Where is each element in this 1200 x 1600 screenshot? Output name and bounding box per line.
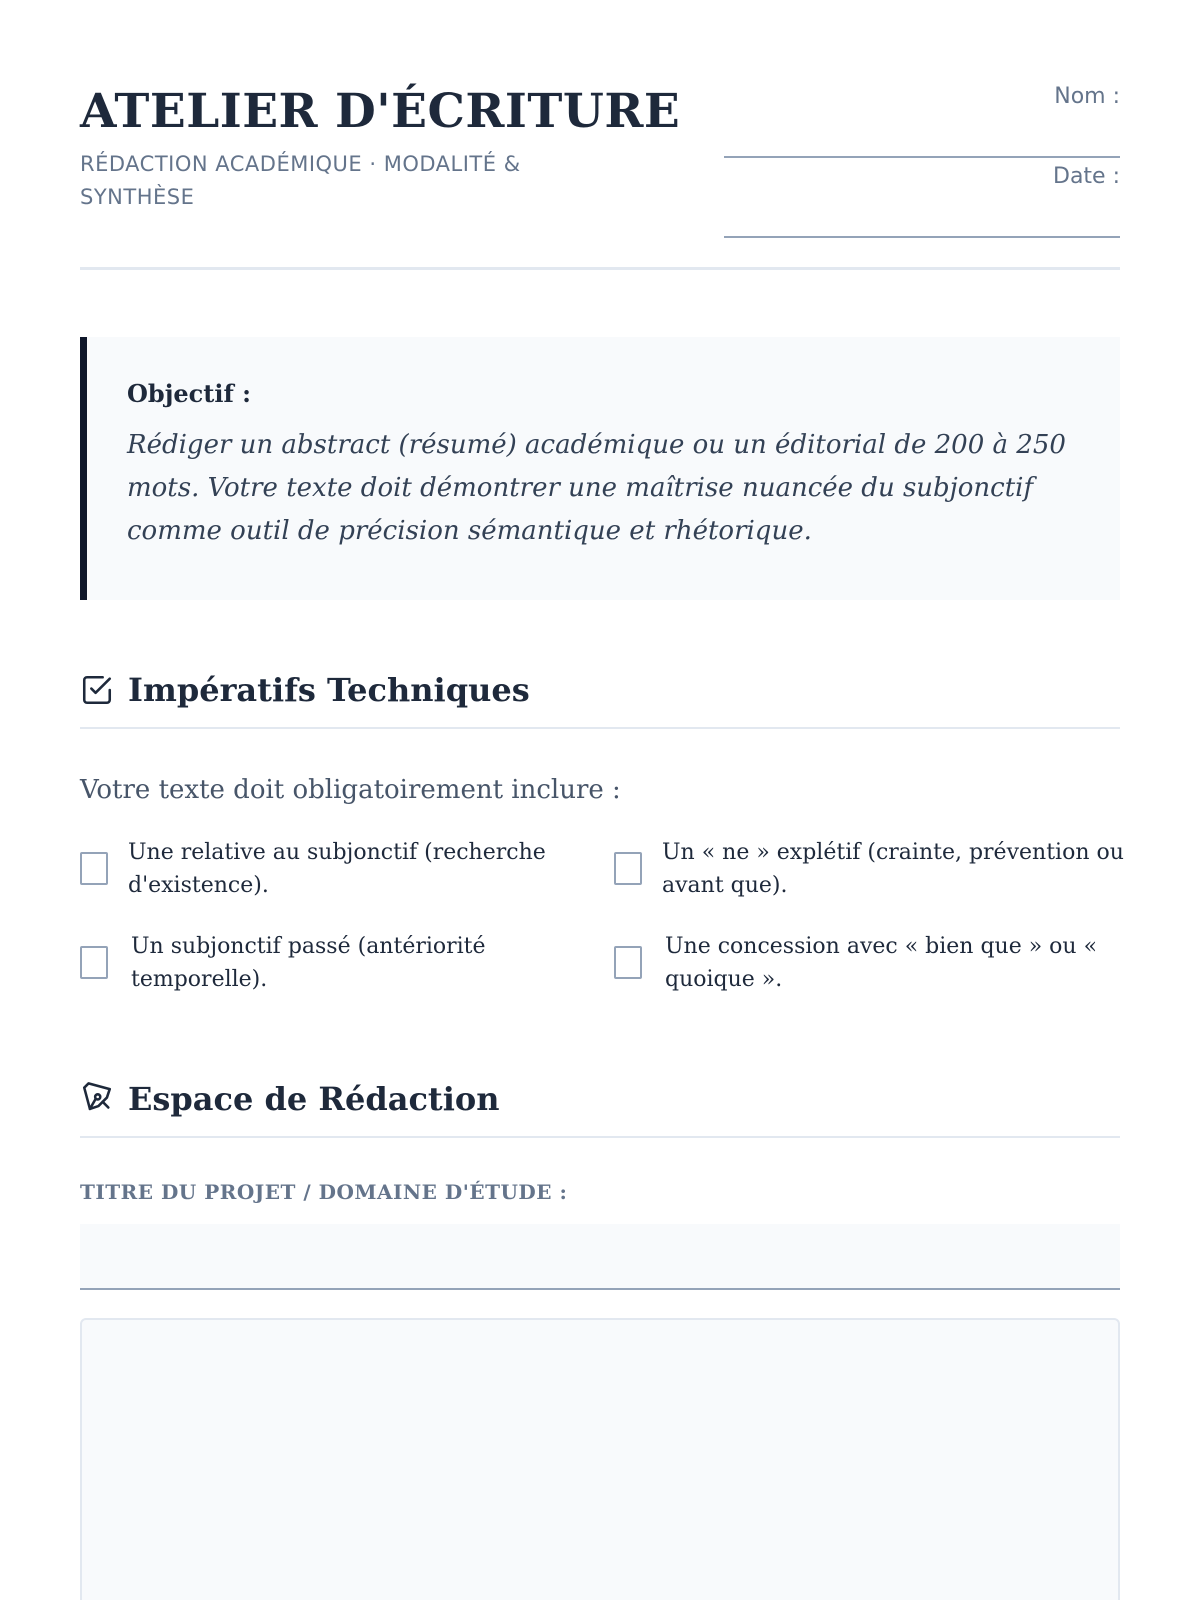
writing-heading bbox=[80, 1074, 1120, 1138]
checklist-item-label: Un « ne » explétif (crainte, prévention ou avant que). bbox=[662, 840, 1124, 898]
name-field[interactable] bbox=[724, 78, 1120, 158]
requirements-heading bbox=[80, 665, 1120, 729]
objective-label: Objectif : bbox=[127, 379, 251, 408]
date-field[interactable] bbox=[724, 158, 1120, 238]
writing-textarea[interactable] bbox=[80, 1318, 1120, 1600]
pen-icon bbox=[80, 1082, 114, 1116]
project-title-label: TITRE DU PROJET / DOMAINE D'ÉTUDE : bbox=[80, 1180, 568, 1204]
header bbox=[80, 0, 1120, 270]
requirements-intro: Votre texte doit obligatoirement inclure : bbox=[80, 775, 621, 805]
requirements-heading-text: Impératifs Techniques bbox=[128, 671, 530, 709]
worksheet bbox=[80, 0, 1124, 1600]
checkbox[interactable] bbox=[80, 946, 108, 979]
writing-heading-text: Espace de Rédaction bbox=[128, 1080, 500, 1118]
checklist-item-label: Une concession avec « bien que » ou « quoique ». bbox=[665, 934, 1098, 992]
checklist-item-label: Un subjonctif passé (antériorité temporelle). bbox=[131, 934, 486, 992]
page-subtitle: RÉDACTION ACADÉMIQUE · MODALITÉ & SYNTHÈSE bbox=[80, 152, 521, 209]
checkbox-icon bbox=[80, 673, 114, 707]
objective-box bbox=[80, 337, 1120, 600]
checklist-item-label: Une relative au subjonctif (recherche d'existence). bbox=[128, 840, 546, 898]
checkbox[interactable] bbox=[80, 852, 108, 885]
checkbox[interactable] bbox=[614, 946, 642, 979]
student-meta bbox=[724, 78, 1120, 238]
page-title: ATELIER D'ÉCRITURE bbox=[80, 84, 681, 139]
objective-text: Rédiger un abstract (résumé) académique ou un éditorial de 200 à 250 mots. Votre texte doit démontrer une maîtrise nuancée du subjonctif comme outil de précision sémantique et rhétorique. bbox=[127, 430, 1066, 546]
title-block bbox=[80, 82, 680, 214]
name-label: Nom : bbox=[1054, 84, 1120, 109]
checkbox[interactable] bbox=[614, 852, 642, 885]
project-title-input[interactable] bbox=[80, 1224, 1120, 1290]
date-label: Date : bbox=[1053, 164, 1120, 189]
